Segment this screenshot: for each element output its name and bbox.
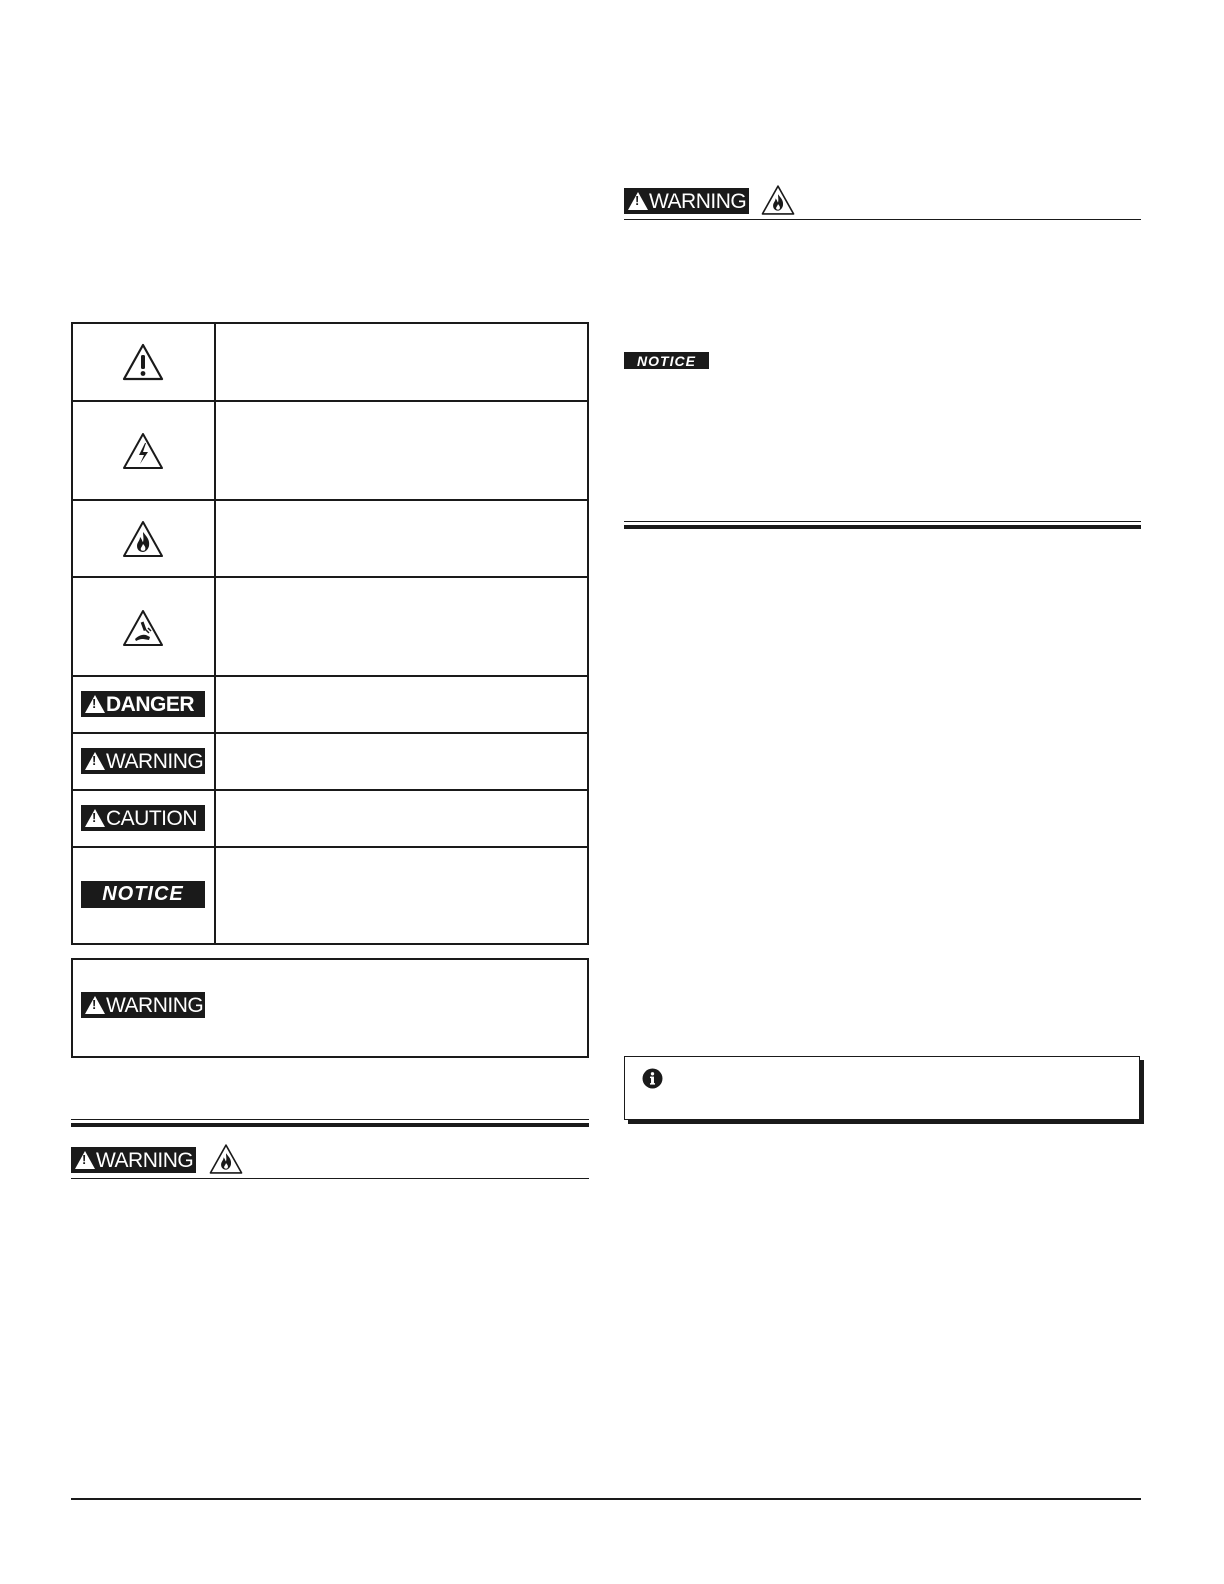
fire-hazard-icon <box>208 1142 244 1176</box>
notice-label: NOTICE <box>637 352 696 369</box>
section-rule-thick <box>71 1123 589 1127</box>
warning-underline <box>624 219 1141 220</box>
notice-badge <box>624 352 709 369</box>
fire-warning-badge <box>624 188 749 214</box>
warning-notice-box <box>71 958 589 1058</box>
section-rule-thin <box>71 1119 589 1120</box>
section-rule-thick <box>624 525 1141 529</box>
alert-triangle-icon <box>85 752 105 770</box>
general-hazard-icon <box>121 342 165 382</box>
warning-badge <box>81 748 205 774</box>
table-row-caution <box>73 791 587 848</box>
fire-warning-badge <box>71 1147 196 1173</box>
info-box <box>624 1056 1140 1120</box>
electric-shock-icon <box>121 431 165 471</box>
warning-label: WARNING <box>649 189 747 213</box>
table-row-general-hazard <box>73 324 587 402</box>
alert-triangle-icon <box>75 1151 95 1169</box>
alert-triangle-icon <box>85 695 105 713</box>
info-icon <box>642 1068 663 1089</box>
alert-triangle-icon <box>85 809 105 827</box>
alert-triangle-icon <box>628 192 648 210</box>
fire-hazard-icon <box>121 519 165 559</box>
caution-label: CAUTION <box>106 806 197 830</box>
danger-badge <box>81 691 205 717</box>
notice-label: NOTICE <box>102 883 184 905</box>
notice-badge <box>81 881 205 908</box>
warning-underline <box>71 1178 589 1179</box>
warning-label: WARNING <box>96 1148 194 1172</box>
table-row-danger <box>73 677 587 734</box>
warning-label: WARNING <box>106 749 204 773</box>
caution-badge <box>81 805 205 831</box>
warning-badge <box>81 992 205 1018</box>
hazard-symbol-table <box>71 322 589 945</box>
footer-rule <box>71 1498 1141 1500</box>
table-row-electric-shock <box>73 402 587 501</box>
section-rule-thin <box>624 521 1141 522</box>
table-row-warning <box>73 734 587 791</box>
alert-triangle-icon <box>85 996 105 1014</box>
injection-hazard-icon <box>121 608 165 648</box>
table-row-injection-hazard <box>73 578 587 677</box>
danger-label: DANGER <box>106 692 195 716</box>
fire-hazard-icon <box>760 183 796 217</box>
warning-label: WARNING <box>106 993 204 1017</box>
table-row-fire-hazard <box>73 501 587 578</box>
table-row-notice <box>73 848 587 943</box>
